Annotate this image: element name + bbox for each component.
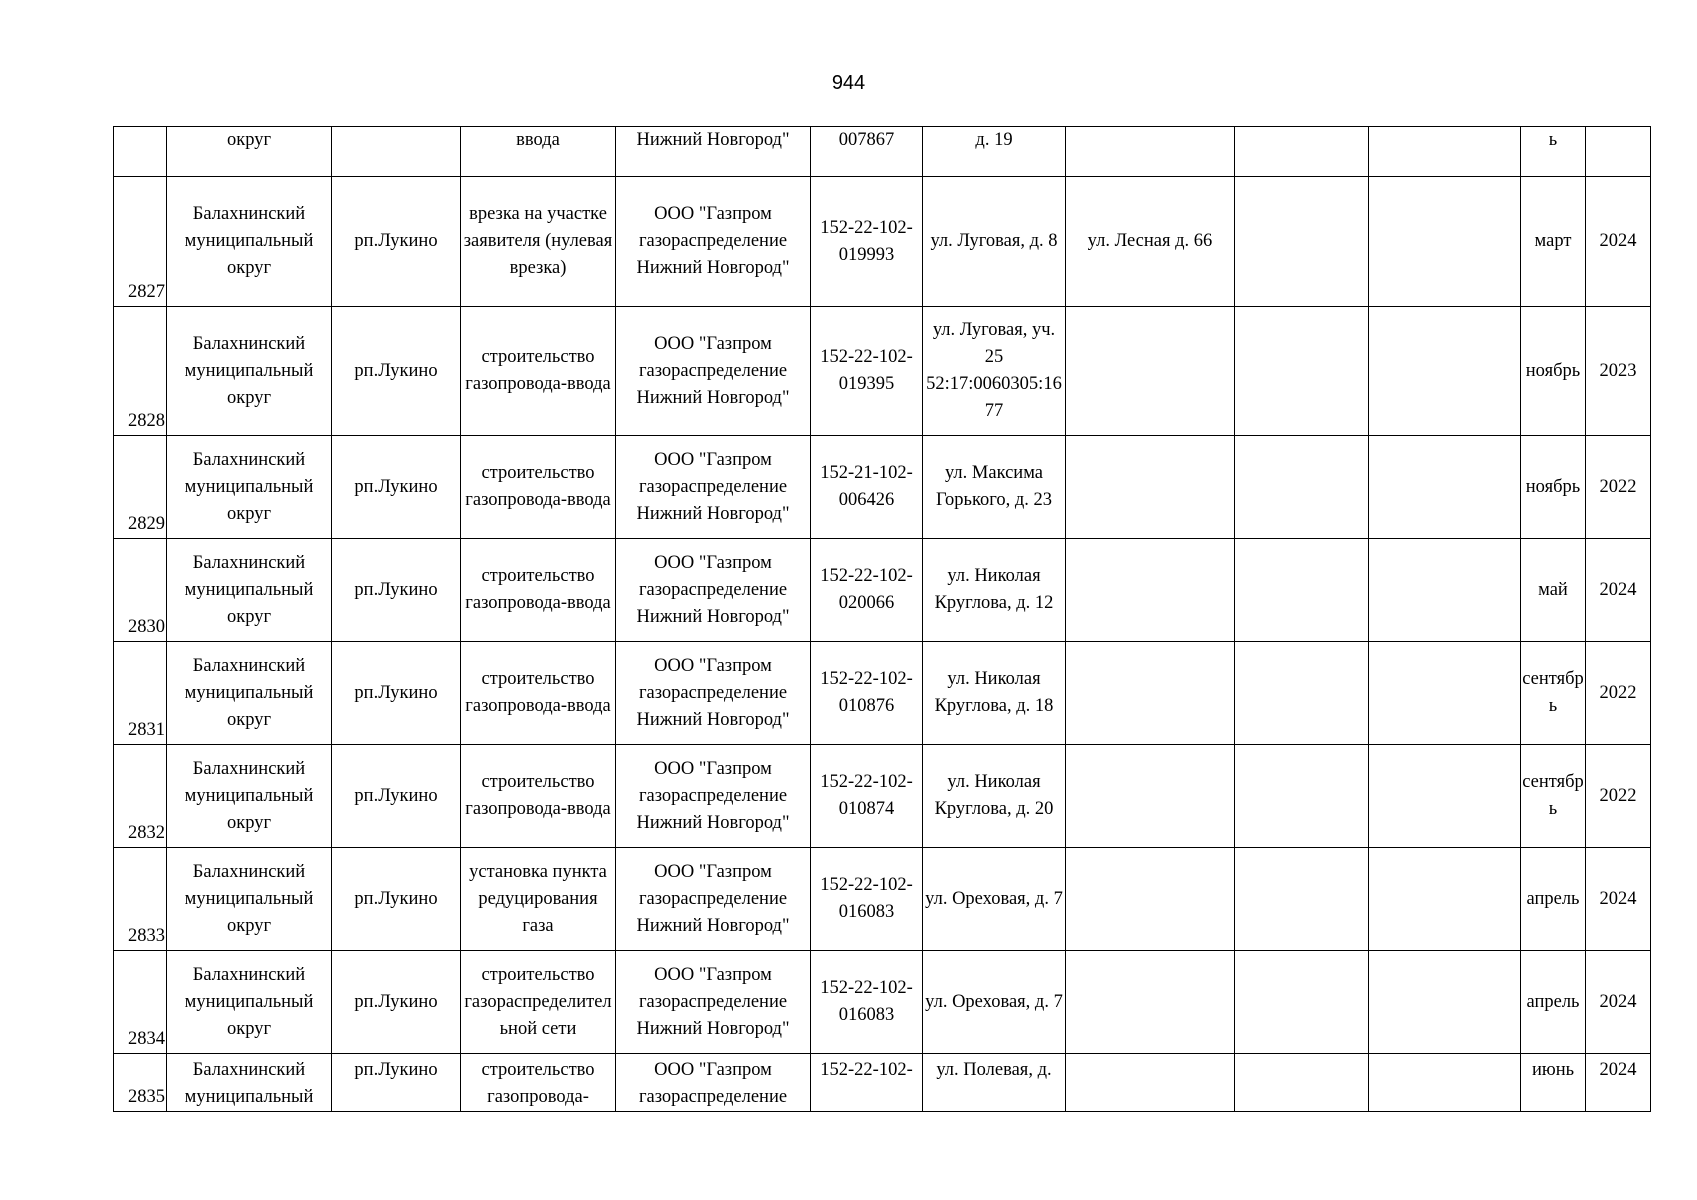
table-row <box>114 848 1651 951</box>
year-cell: 2024 <box>1586 539 1651 642</box>
empty-cell <box>1369 951 1521 1054</box>
organization-cell: ООО "Газпром газораспределение Нижний Новгород" <box>616 642 811 745</box>
code-cell: 152-22-102-019993 <box>811 177 923 307</box>
locality-cell: рп.Лукино <box>332 436 461 539</box>
address-cell: ул. Ореховая, д. 7 <box>923 951 1066 1054</box>
work-type-cell: строительство газопровода-ввода <box>461 745 616 848</box>
address-cell: ул. Полевая, д. <box>923 1054 1066 1112</box>
code-cell: 152-22-102-020066 <box>811 539 923 642</box>
extra-address-cell <box>1066 307 1235 436</box>
row-number: 2830 <box>114 539 167 642</box>
extra-address-cell <box>1066 436 1235 539</box>
extra-address-cell <box>1066 848 1235 951</box>
district-cell: Балахнинский муниципальный округ <box>167 307 332 436</box>
table-row <box>114 1054 1651 1112</box>
address-cell: ул. Николая Круглова, д. 20 <box>923 745 1066 848</box>
extra-address-cell <box>1066 127 1235 177</box>
locality-cell: рп.Лукино <box>332 307 461 436</box>
district-cell: Балахнинский муниципальный округ <box>167 642 332 745</box>
empty-cell <box>1235 539 1369 642</box>
locality-cell: рп.Лукино <box>332 951 461 1054</box>
row-number: 2833 <box>114 848 167 951</box>
district-cell: округ <box>167 127 332 177</box>
month-cell: ноябрь <box>1521 436 1586 539</box>
empty-cell <box>1235 1054 1369 1112</box>
table-row <box>114 642 1651 745</box>
organization-cell: ООО "Газпром газораспределение Нижний Новгород" <box>616 539 811 642</box>
code-cell: 152-22-102-019395 <box>811 307 923 436</box>
row-number: 2827 <box>114 177 167 307</box>
empty-cell <box>1235 642 1369 745</box>
month-cell: ноябрь <box>1521 307 1586 436</box>
address-cell: ул. Ореховая, д. 7 <box>923 848 1066 951</box>
year-cell: 2023 <box>1586 307 1651 436</box>
year-cell: 2024 <box>1586 1054 1651 1112</box>
month-cell: март <box>1521 177 1586 307</box>
district-cell: Балахнинский муниципальный округ <box>167 177 332 307</box>
work-type-cell: строительство газопровода-ввода <box>461 539 616 642</box>
locality-cell: рп.Лукино <box>332 539 461 642</box>
month-cell: ь <box>1521 127 1586 177</box>
locality-cell: рп.Лукино <box>332 848 461 951</box>
table-row <box>114 436 1651 539</box>
row-number: 2829 <box>114 436 167 539</box>
work-type-cell: ввода <box>461 127 616 177</box>
empty-cell <box>1235 745 1369 848</box>
empty-cell <box>1369 848 1521 951</box>
empty-cell <box>1235 307 1369 436</box>
empty-cell <box>1369 745 1521 848</box>
table-row <box>114 539 1651 642</box>
row-number: 2832 <box>114 745 167 848</box>
year-cell: 2024 <box>1586 177 1651 307</box>
table-row <box>114 951 1651 1054</box>
code-cell: 152-21-102-006426 <box>811 436 923 539</box>
extra-address-cell: ул. Лесная д. 66 <box>1066 177 1235 307</box>
table-row <box>114 745 1651 848</box>
row-number: 2834 <box>114 951 167 1054</box>
work-type-cell: строительство газопровода-ввода <box>461 436 616 539</box>
extra-address-cell <box>1066 745 1235 848</box>
address-cell: д. 19 <box>923 127 1066 177</box>
organization-cell: ООО "Газпром газораспределение Нижний Новгород" <box>616 951 811 1054</box>
organization-cell: ООО "Газпром газораспределение <box>616 1054 811 1112</box>
address-cell: ул. Максима Горького, д. 23 <box>923 436 1066 539</box>
address-cell: ул. Луговая, д. 8 <box>923 177 1066 307</box>
year-cell: 2024 <box>1586 951 1651 1054</box>
organization-cell: ООО "Газпром газораспределение Нижний Новгород" <box>616 436 811 539</box>
table-row <box>114 177 1651 307</box>
address-cell: ул. Николая Круглова, д. 18 <box>923 642 1066 745</box>
empty-cell <box>1235 177 1369 307</box>
empty-cell <box>1235 951 1369 1054</box>
empty-cell <box>1369 436 1521 539</box>
row-number: 2831 <box>114 642 167 745</box>
empty-cell <box>1369 539 1521 642</box>
extra-address-cell <box>1066 539 1235 642</box>
empty-cell <box>1369 127 1521 177</box>
locality-cell: рп.Лукино <box>332 177 461 307</box>
work-type-cell: строительство газопровода- <box>461 1054 616 1112</box>
gasification-table <box>113 126 1651 1112</box>
organization-cell: ООО "Газпром газораспределение Нижний Новгород" <box>616 307 811 436</box>
work-type-cell: строительство газопровода-ввода <box>461 642 616 745</box>
district-cell: Балахнинский муниципальный округ <box>167 951 332 1054</box>
empty-cell <box>1235 848 1369 951</box>
code-cell: 152-22-102-016083 <box>811 848 923 951</box>
organization-cell: ООО "Газпром газораспределение Нижний Новгород" <box>616 745 811 848</box>
work-type-cell: установка пункта редуцирования газа <box>461 848 616 951</box>
empty-cell <box>1369 177 1521 307</box>
address-cell: ул. Луговая, уч. 25 52:17:0060305:1677 <box>923 307 1066 436</box>
organization-cell: ООО "Газпром газораспределение Нижний Новгород" <box>616 177 811 307</box>
code-cell: 152-22-102- <box>811 1054 923 1112</box>
locality-cell: рп.Лукино <box>332 1054 461 1112</box>
year-cell: 2022 <box>1586 436 1651 539</box>
year-cell <box>1586 127 1651 177</box>
district-cell: Балахнинский муниципальный округ <box>167 436 332 539</box>
table-row <box>114 307 1651 436</box>
organization-cell: Нижний Новгород" <box>616 127 811 177</box>
empty-cell <box>1235 127 1369 177</box>
month-cell: май <box>1521 539 1586 642</box>
year-cell: 2022 <box>1586 642 1651 745</box>
year-cell: 2024 <box>1586 848 1651 951</box>
work-type-cell: строительство газопровода-ввода <box>461 307 616 436</box>
empty-cell <box>1369 1054 1521 1112</box>
row-number: 2828 <box>114 307 167 436</box>
year-cell: 2022 <box>1586 745 1651 848</box>
code-cell: 007867 <box>811 127 923 177</box>
work-type-cell: строительство газораспределительной сети <box>461 951 616 1054</box>
month-cell: сентябрь <box>1521 642 1586 745</box>
month-cell: апрель <box>1521 951 1586 1054</box>
work-type-cell: врезка на участке заявителя (нулевая врезка) <box>461 177 616 307</box>
district-cell: Балахнинский муниципальный округ <box>167 539 332 642</box>
address-cell: ул. Николая Круглова, д. 12 <box>923 539 1066 642</box>
code-cell: 152-22-102-010874 <box>811 745 923 848</box>
empty-cell <box>1235 436 1369 539</box>
code-cell: 152-22-102-016083 <box>811 951 923 1054</box>
locality-cell: рп.Лукино <box>332 642 461 745</box>
month-cell: апрель <box>1521 848 1586 951</box>
table-row <box>114 127 1651 177</box>
row-number: 2835 <box>114 1054 167 1112</box>
district-cell: Балахнинский муниципальный <box>167 1054 332 1112</box>
code-cell: 152-22-102-010876 <box>811 642 923 745</box>
month-cell: июнь <box>1521 1054 1586 1112</box>
extra-address-cell <box>1066 951 1235 1054</box>
locality-cell <box>332 127 461 177</box>
row-number <box>114 127 167 177</box>
month-cell: сентябрь <box>1521 745 1586 848</box>
district-cell: Балахнинский муниципальный округ <box>167 745 332 848</box>
empty-cell <box>1369 642 1521 745</box>
locality-cell: рп.Лукино <box>332 745 461 848</box>
extra-address-cell <box>1066 642 1235 745</box>
empty-cell <box>1369 307 1521 436</box>
page-number: 944 <box>831 72 866 94</box>
district-cell: Балахнинский муниципальный округ <box>167 848 332 951</box>
extra-address-cell <box>1066 1054 1235 1112</box>
organization-cell: ООО "Газпром газораспределение Нижний Новгород" <box>616 848 811 951</box>
